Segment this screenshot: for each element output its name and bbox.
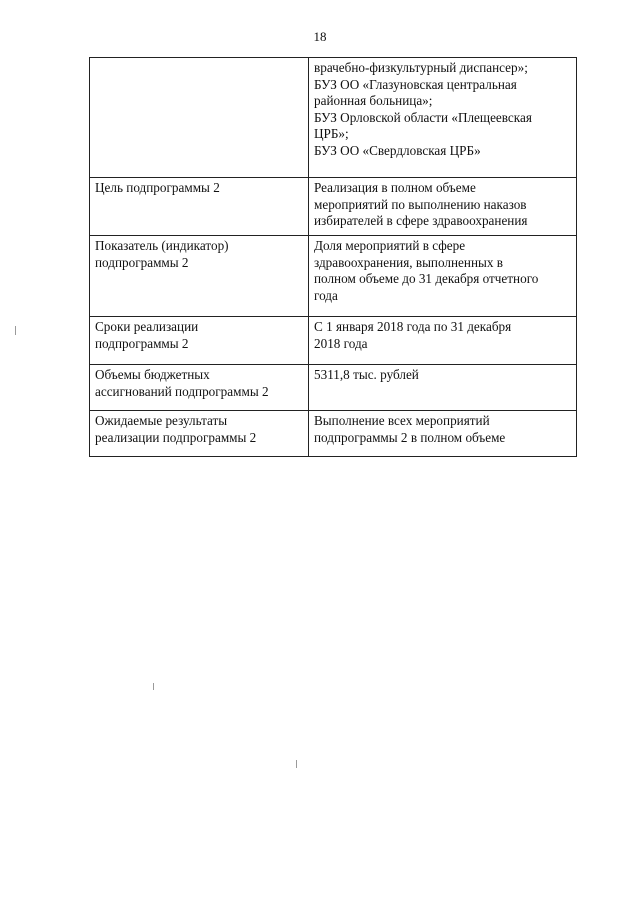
table-cell-value <box>309 317 577 365</box>
cell-text-line: здравоохранения, выполненных в <box>314 254 503 270</box>
cell-text-line: ассигнований подпрограммы 2 <box>95 383 269 399</box>
scan-artifact-mark <box>15 326 16 335</box>
table-row-budget <box>90 365 577 411</box>
table-cell-value <box>309 365 577 411</box>
cell-text-line: 5311,8 тыс. рублей <box>314 367 419 382</box>
cell-text-line: Ожидаемые результаты <box>95 413 228 428</box>
table-cell-label-empty <box>90 58 309 178</box>
cell-text-line: подпрограммы 2 <box>95 254 189 270</box>
cell-text-line: года <box>314 287 338 303</box>
table-cell-label <box>90 317 309 365</box>
cell-text-line: врачебно-физкультурный диспансер»; <box>314 60 528 75</box>
table-cell-value <box>309 411 577 457</box>
cell-text-line: Сроки реализации <box>95 319 199 334</box>
table-row-terms <box>90 317 577 365</box>
cell-text-line: мероприятий по выполнению наказов <box>314 196 527 212</box>
cell-text-line: подпрограммы 2 <box>95 335 189 351</box>
cell-text-line: подпрограммы 2 в полном объеме <box>314 429 506 445</box>
cell-text-line: ЦРБ»; <box>314 126 349 141</box>
passport-table <box>89 57 577 457</box>
table-cell-value <box>309 178 577 236</box>
cell-text-line: Реализация в полном объеме <box>314 180 476 195</box>
table-cell-label <box>90 411 309 457</box>
table-cell-value <box>309 58 577 178</box>
table-row-indicator <box>90 236 577 317</box>
cell-text-line: БУЗ ОО «Свердловская ЦРБ» <box>314 142 481 158</box>
table-row-expected-results <box>90 411 577 457</box>
cell-text-line: Цель подпрограммы 2 <box>95 180 220 195</box>
cell-text-line: Объемы бюджетных <box>95 367 210 382</box>
cell-text-line: районная больница»; <box>314 93 433 108</box>
table-cell-label <box>90 365 309 411</box>
cell-text-line: реализации подпрограммы 2 <box>95 429 257 445</box>
table-cell-label <box>90 236 309 317</box>
table-cell-label <box>90 178 309 236</box>
cell-text-line: БУЗ ОО «Глазуновская центральная <box>314 76 517 92</box>
cell-text-line: Показатель (индикатор) <box>95 238 229 253</box>
cell-text-line: БУЗ Орловской области «Плещеевская <box>314 109 532 125</box>
table-row-goal <box>90 178 577 236</box>
page-number: 18 <box>313 29 327 44</box>
table-row-executors-continued <box>90 58 577 178</box>
scan-artifact-mark <box>296 760 297 768</box>
scan-artifact-mark <box>153 683 154 690</box>
cell-text-line: избирателей в сфере здравоохранения <box>314 213 528 228</box>
cell-text-line: Выполнение всех мероприятий <box>314 413 490 428</box>
cell-text-line: 2018 года <box>314 335 368 351</box>
cell-text-line: полном объеме до 31 декабря отчетного <box>314 271 539 286</box>
table-cell-value <box>309 236 577 317</box>
cell-text-line: Доля мероприятий в сфере <box>314 238 466 253</box>
cell-text-line: С 1 января 2018 года по 31 декабря <box>314 319 512 334</box>
